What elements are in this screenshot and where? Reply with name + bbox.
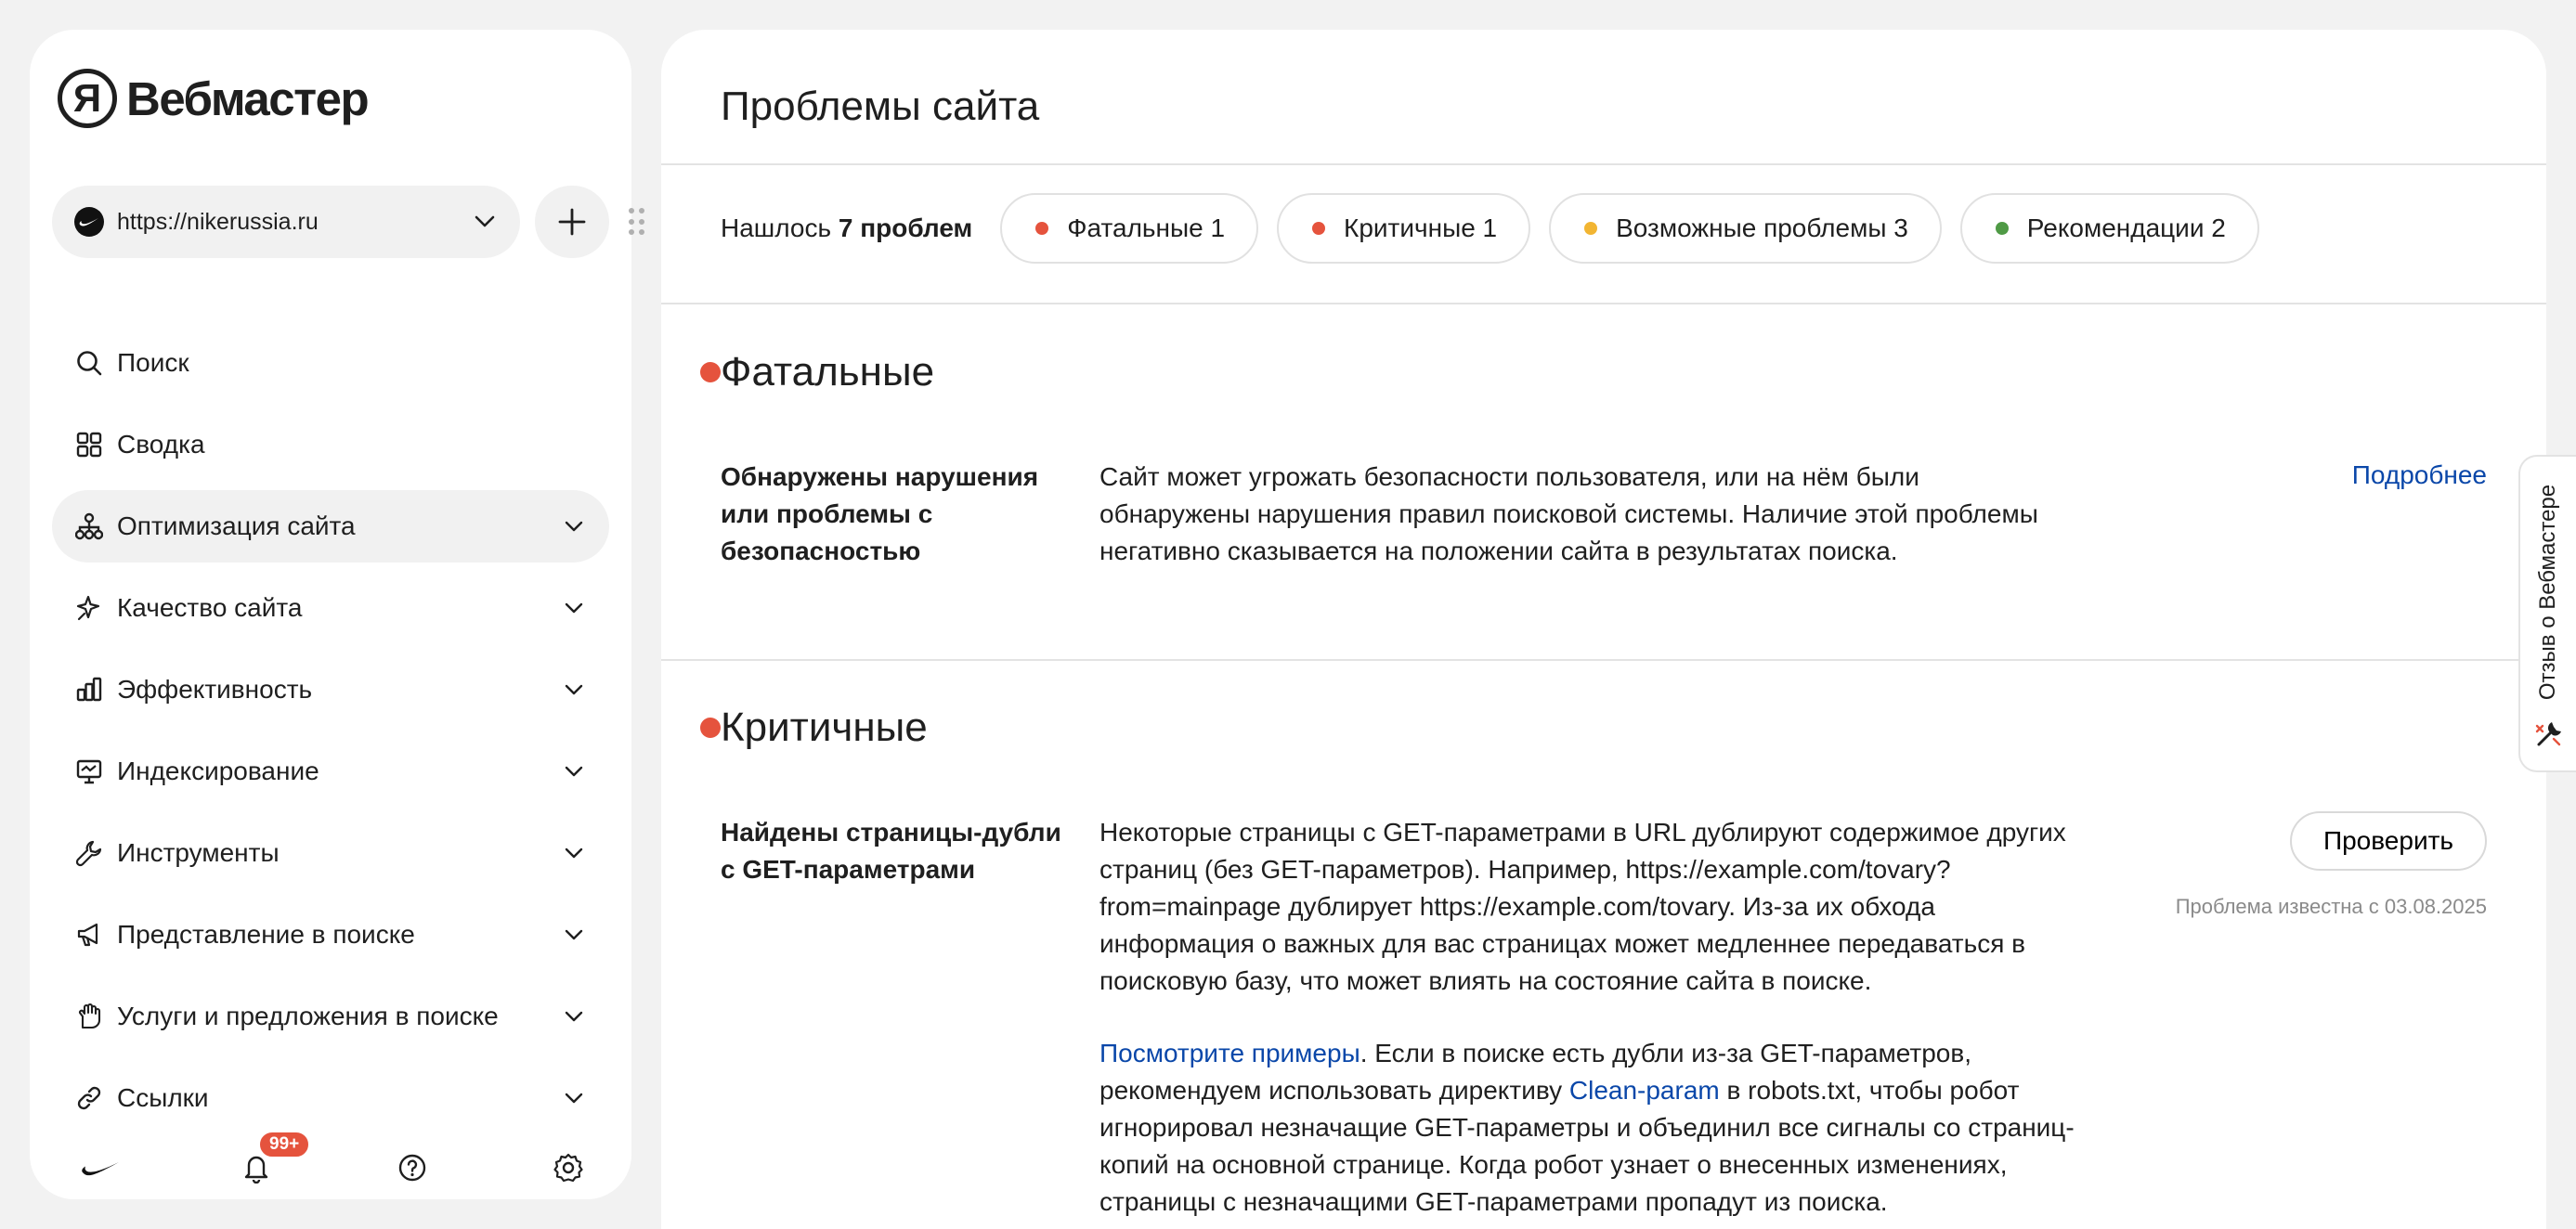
- chip-label: Рекомендации 2: [2026, 213, 2226, 242]
- status-dot: [1584, 222, 1597, 235]
- chevron-down-icon: [561, 1085, 587, 1111]
- problems-count-label: Нашлось 7 проблем: [721, 213, 973, 242]
- sidebar: [30, 30, 631, 1199]
- chevron-down-icon: [472, 209, 498, 235]
- issue-paragraph: Некоторые страницы с GET-параметрами в URL дублируют содержимое других страниц (без GET-параметров). Например, https://example.com/tovary?from=mainpage дублирует https://example.com/tovary. Из-за их обхода информация о важных для вас страницах может медленнее передаваться в поисковую базу, что может влиять на состояние сайта в поиске.: [1099, 818, 2066, 995]
- help-icon: [397, 1153, 427, 1183]
- sidebar-item-search-appearance[interactable]: [52, 899, 609, 971]
- chevron-down-icon: [561, 758, 587, 784]
- divider: [661, 163, 2546, 165]
- chevron-down-icon: [561, 677, 587, 703]
- sparkle-icon: [74, 593, 104, 623]
- feedback-label: Отзыв о Вебмастере: [2535, 484, 2560, 701]
- sidebar-item-summary[interactable]: [52, 408, 609, 481]
- notifications-button[interactable]: [227, 1134, 300, 1201]
- sidebar-item-label: Поиск: [117, 348, 189, 377]
- check-button[interactable]: Проверить: [2290, 811, 2487, 871]
- main-panel: [661, 30, 2546, 1229]
- chevron-down-icon: [561, 595, 587, 621]
- sidebar-item-tools[interactable]: [52, 817, 609, 889]
- sidebar-item-label: Ссылки: [117, 1083, 209, 1112]
- more-info-link[interactable]: Подробнее: [2351, 460, 2487, 489]
- filter-chip-fatal[interactable]: [1000, 193, 1258, 264]
- site-url: https://nikerussia.ru: [117, 208, 319, 235]
- sidebar-item-links[interactable]: [52, 1062, 609, 1134]
- sidebar-nav: [52, 327, 609, 1144]
- sidebar-item-label: Оптимизация сайта: [117, 511, 356, 540]
- hand-icon: [74, 1002, 104, 1031]
- critical-status-dot: [700, 718, 721, 738]
- sidebar-item-label: Сводка: [117, 430, 205, 459]
- sidebar-item-label: Индексирование: [117, 757, 319, 785]
- webmaster-logo[interactable]: [58, 65, 368, 132]
- grid-icon: [74, 430, 104, 459]
- chevron-down-icon: [561, 1003, 587, 1029]
- link-icon: [74, 1083, 104, 1113]
- feedback-tools-icon: [2533, 718, 2565, 750]
- problems-summary: [721, 193, 2278, 264]
- issue-title-duplicates: Найдены страницы-дубли с GET-параметрами: [721, 818, 1061, 884]
- notification-count-badge: 99+: [258, 1131, 310, 1158]
- sidebar-item-site-optimization[interactable]: [52, 490, 609, 563]
- divider: [661, 303, 2546, 304]
- chip-label: Возможные проблемы 3: [1616, 213, 1908, 242]
- sidebar-item-services[interactable]: [52, 980, 609, 1053]
- clean-param-link[interactable]: Clean-param: [1568, 1076, 1720, 1105]
- status-dot: [1035, 222, 1048, 235]
- sidebar-item-efficiency[interactable]: [52, 653, 609, 726]
- site-favicon-button[interactable]: [71, 1134, 130, 1201]
- status-dot: [1996, 222, 2009, 235]
- chevron-down-icon: [561, 513, 587, 539]
- wrench-icon: [74, 838, 104, 868]
- sidebar-resize-handle[interactable]: [628, 208, 644, 236]
- gear-icon: [553, 1152, 584, 1184]
- known-since-label: Проблема известна с 03.08.2025: [2175, 895, 2487, 918]
- filter-chip-recommendations[interactable]: [1960, 193, 2259, 264]
- filter-chip-possible[interactable]: [1549, 193, 1942, 264]
- section-title-fatal: Фатальные: [721, 349, 935, 395]
- sidebar-item-label: Представление в поиске: [117, 920, 415, 949]
- page-title: Проблемы сайта: [721, 84, 1040, 129]
- monitor-icon: [74, 757, 104, 786]
- sidebar-item-site-quality[interactable]: [52, 572, 609, 644]
- chip-label: Критичные 1: [1344, 213, 1498, 242]
- nike-swoosh-icon: [80, 1158, 121, 1177]
- issue-description-security: Сайт может угрожать безопасности пользователя, или на нём были обнаружены нарушения правил поисковой системы. Наличие этой проблемы негативно сказывается на положении сайта в результатах поиска.: [1099, 462, 2038, 565]
- feedback-tab[interactable]: [2518, 455, 2576, 772]
- sidebar-item-indexing[interactable]: [52, 735, 609, 808]
- add-site-button[interactable]: [535, 186, 609, 258]
- issue-title-security: Обнаружены нарушения или проблемы с безопасностью: [721, 462, 1039, 565]
- sidebar-footer: [71, 1134, 609, 1201]
- section-title-critical: Критичные: [721, 705, 928, 750]
- divider: [661, 659, 2546, 661]
- plus-icon: [558, 208, 586, 236]
- chevron-down-icon: [561, 840, 587, 866]
- issue-description-duplicates: [1099, 814, 2093, 1221]
- chip-label: Фатальные 1: [1067, 213, 1226, 242]
- sidebar-item-search[interactable]: [52, 327, 609, 399]
- sidebar-item-label: Эффективность: [117, 675, 313, 704]
- brand-name: Вебмастер: [126, 71, 369, 125]
- sitemap-icon: [74, 511, 104, 541]
- site-selector[interactable]: [52, 186, 520, 258]
- sidebar-item-label: Услуги и предложения в поиске: [117, 1002, 499, 1030]
- filter-chip-critical[interactable]: [1277, 193, 1530, 264]
- issue-paragraph: Посмотрите примеры. Если в поиске есть дубли из-за GET-параметров, рекомендуем использовать директиву Clean-param в robots.txt, чтобы робот игнорировал незначащие GET-параметры и объединил все сигналы со страниц-копий на основной странице. Когда робот узнает о внесенных изменениях, страницы с незначащими GET-параметрами пропадут из поиска.: [1099, 1039, 2075, 1216]
- yandex-logo-icon: Я: [58, 69, 117, 128]
- bar-chart-icon: [74, 675, 104, 705]
- sidebar-item-label: Инструменты: [117, 838, 280, 867]
- status-dot: [1312, 222, 1325, 235]
- search-icon: [74, 348, 104, 378]
- megaphone-icon: [74, 920, 104, 950]
- sidebar-item-label: Качество сайта: [117, 593, 303, 622]
- examples-link[interactable]: Посмотрите примеры: [1099, 1039, 1360, 1067]
- chevron-down-icon: [561, 922, 587, 948]
- fatal-status-dot: [700, 362, 721, 382]
- help-button[interactable]: [383, 1134, 442, 1201]
- site-favicon-icon: [74, 207, 104, 237]
- settings-button[interactable]: [539, 1134, 598, 1201]
